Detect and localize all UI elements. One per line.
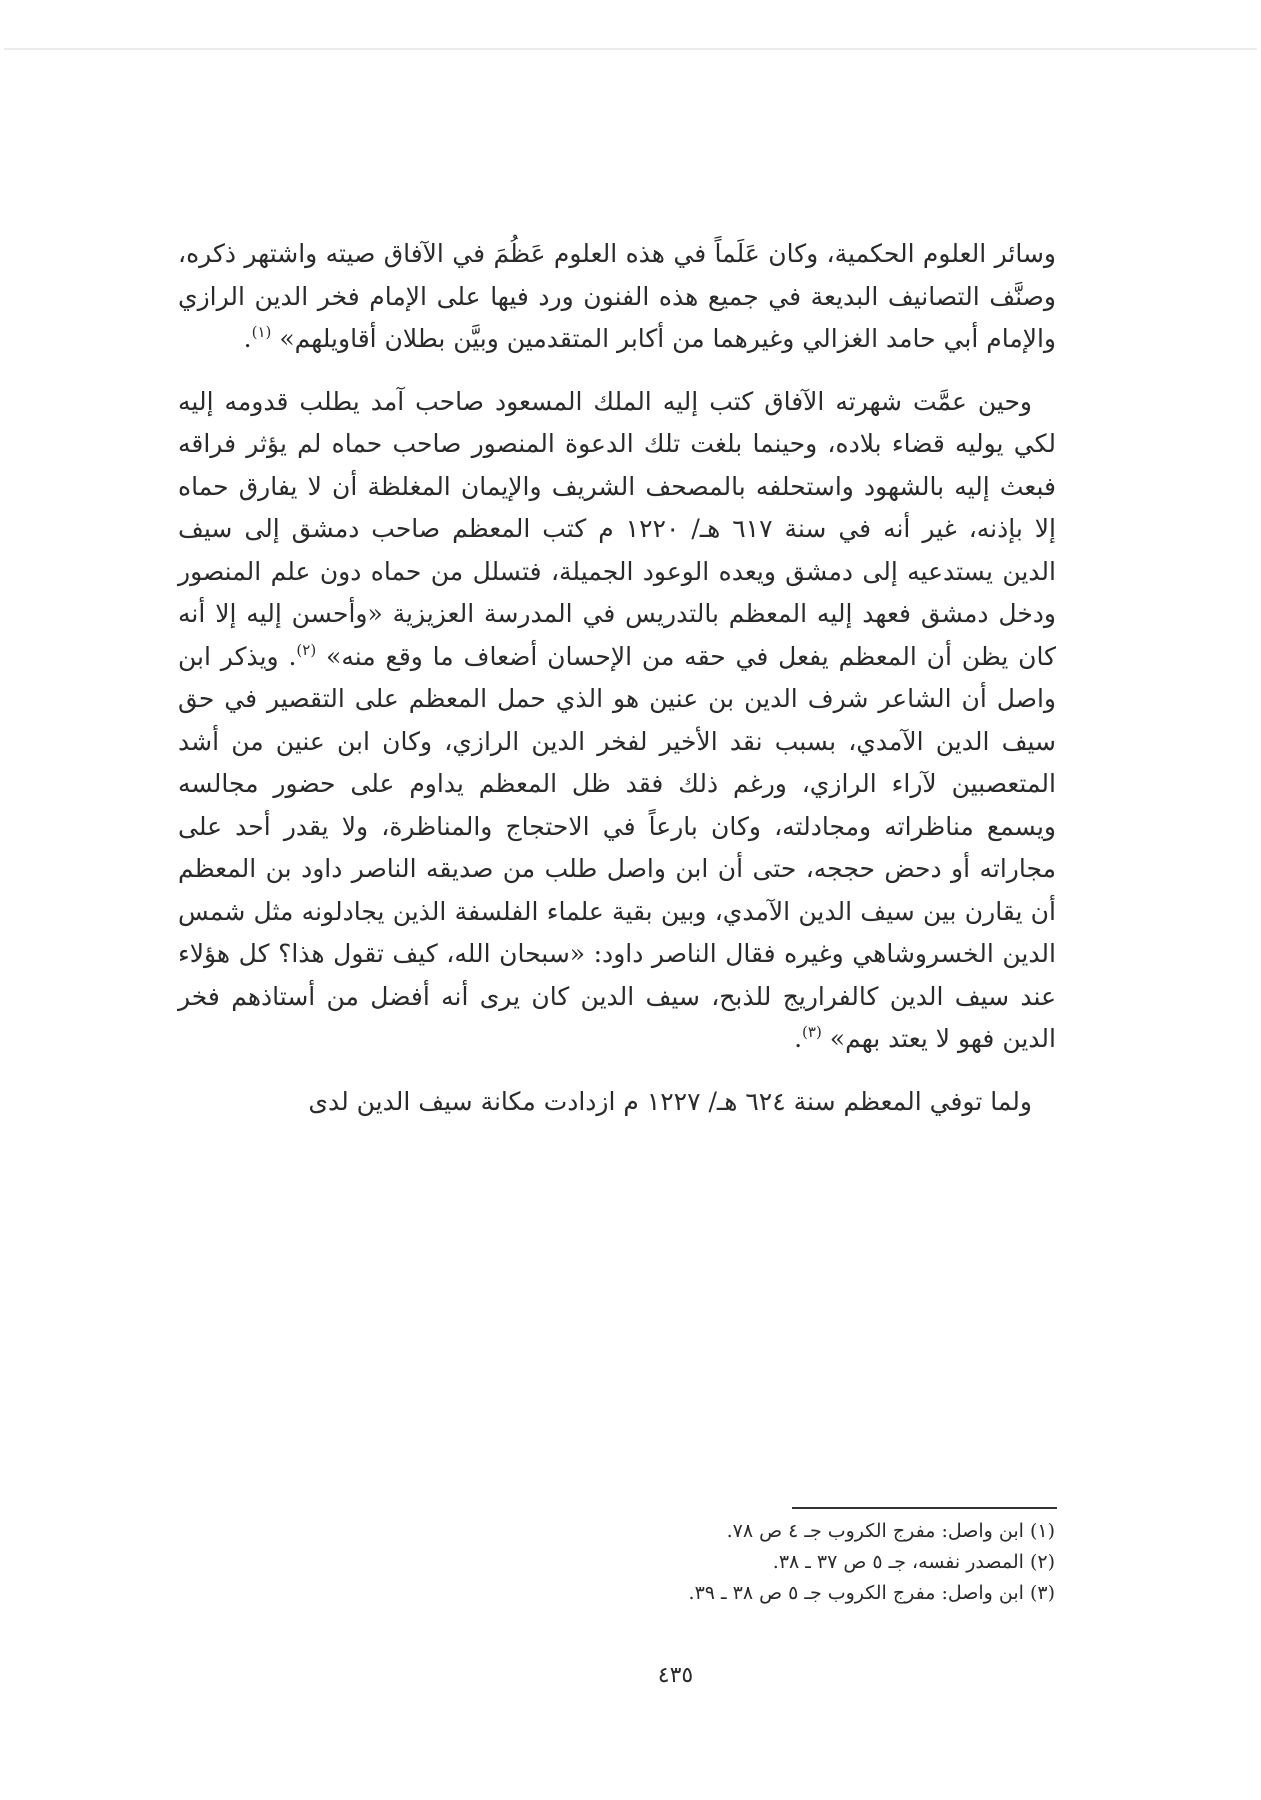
paragraph-1-tail: .: [243, 324, 252, 353]
paragraph-1: [178, 233, 1056, 361]
footnote-ref-2[interactable]: (٢): [296, 640, 317, 659]
paragraph-2-tail: .: [794, 1024, 803, 1053]
paragraph-2: [178, 381, 1056, 1061]
paragraph-3: [178, 1081, 1056, 1124]
paragraph-3-text: ولما توفي المعظم سنة ٦٢٤ هـ/ ١٢٢٧ م ازدادت مكانة سيف الدين لدى: [308, 1086, 1032, 1116]
footnote-3: (٣) ابن واصل: مفرج الكروب جـ ٥ ص ٣٨ ـ ٣٩.: [688, 1582, 1055, 1604]
footnote-2: (٢) المصدر نفسه، جـ ٥ ص ٣٧ ـ ٣٨.: [772, 1551, 1055, 1573]
scan-edge-line: [4, 48, 1257, 50]
footnote-ref-1[interactable]: (١): [251, 323, 272, 341]
footnotes: [689, 1516, 1055, 1609]
footnote-1: (١) ابن واصل: مفرج الكروب جـ ٤ ص ٧٨.: [726, 1520, 1055, 1542]
paragraph-1-text: وسائر العلوم الحكمية، وكان عَلَماً في هذه العلوم عَظُمَ في الآفاق صيته واشتهر ذكره، وصنَّف التصانيف البديعة في جميع هذه الفنون ورد فيها على الإمام فخر الدين الرازي والإمام أبي حامد الغزالي وغيرهما من أكابر المتقدمين وبيَّن بطلان أقاويلهم»: [178, 239, 1056, 353]
paragraph-2-text: وحين عمَّت شهرته الآفاق كتب إليه الملك المسعود صاحب آمد يطلب قدومه إليه لكي يوليه قضاء بلاده، وحينما بلغت تلك الدعوة المنصور صاحب حماه لم يؤثر فراقه فبعث إليه بالشهود واستحلفه بالمصحف الشريف والإيمان المغلظة أن لا يفارق حماه إلا بإذنه، غير أنه في سنة ٦١٧ هـ/ ١٢٢٠ م كتب المعظم صاحب دمشق إلى سيف الدين يستدعيه إلى دمشق ويعده الوعود الجميلة، فتسلل من حماه دون علم المنصور ودخل دمشق فعهد إليه المعظم بالتدريس في المدرسة العزيزية «وأحسن إليه إلا أنه كان يظن أن المعظم يفعل في حقه من الإحسان أضعاف ما وقع منه»: [178, 386, 1056, 671]
footnote-separator: [792, 1507, 1057, 1509]
paragraph-2-middle: . ويذكر ابن واصل أن الشاعر شرف الدين بن عنين هو الذي حمل المعظم على التقصير في حق سيف الدين الآمدي، بسبب نقد الأخير لفخر الدين الرازي، وكان ابن عنين من أشد المتعصبين لآراء الرازي، ورغم ذلك فقد ظل المعظم يداوم على حضور مجالسه ويسمع مناظراته ومجادلته، وكان بارعاً في الاحتجاج والمناظرة، ولا يقدر أحد على مجاراته أو دحض حججه، حتى أن ابن واصل طلب من صديقه الناصر داود بن المعظم أن يقارن بين سيف الدين الآمدي، وبين بقية علماء الفلسفة الذين يجادلونه مثل شمس الدين الخسروشاهي وغيره فقال الناصر داود: «سبحان الله، كيف تقول هذا؟ كل هؤلاء عند سيف الدين كالفراريج للذبح، سيف الدين كان يرى أنه أفضل من أستاذهم فخر الدين فهو لا يعتد بهم»: [178, 641, 1056, 1053]
page-body: [178, 233, 1056, 1143]
footnote-ref-3[interactable]: (٣): [802, 1023, 822, 1041]
page-number: ٤٣٥: [657, 1663, 694, 1688]
